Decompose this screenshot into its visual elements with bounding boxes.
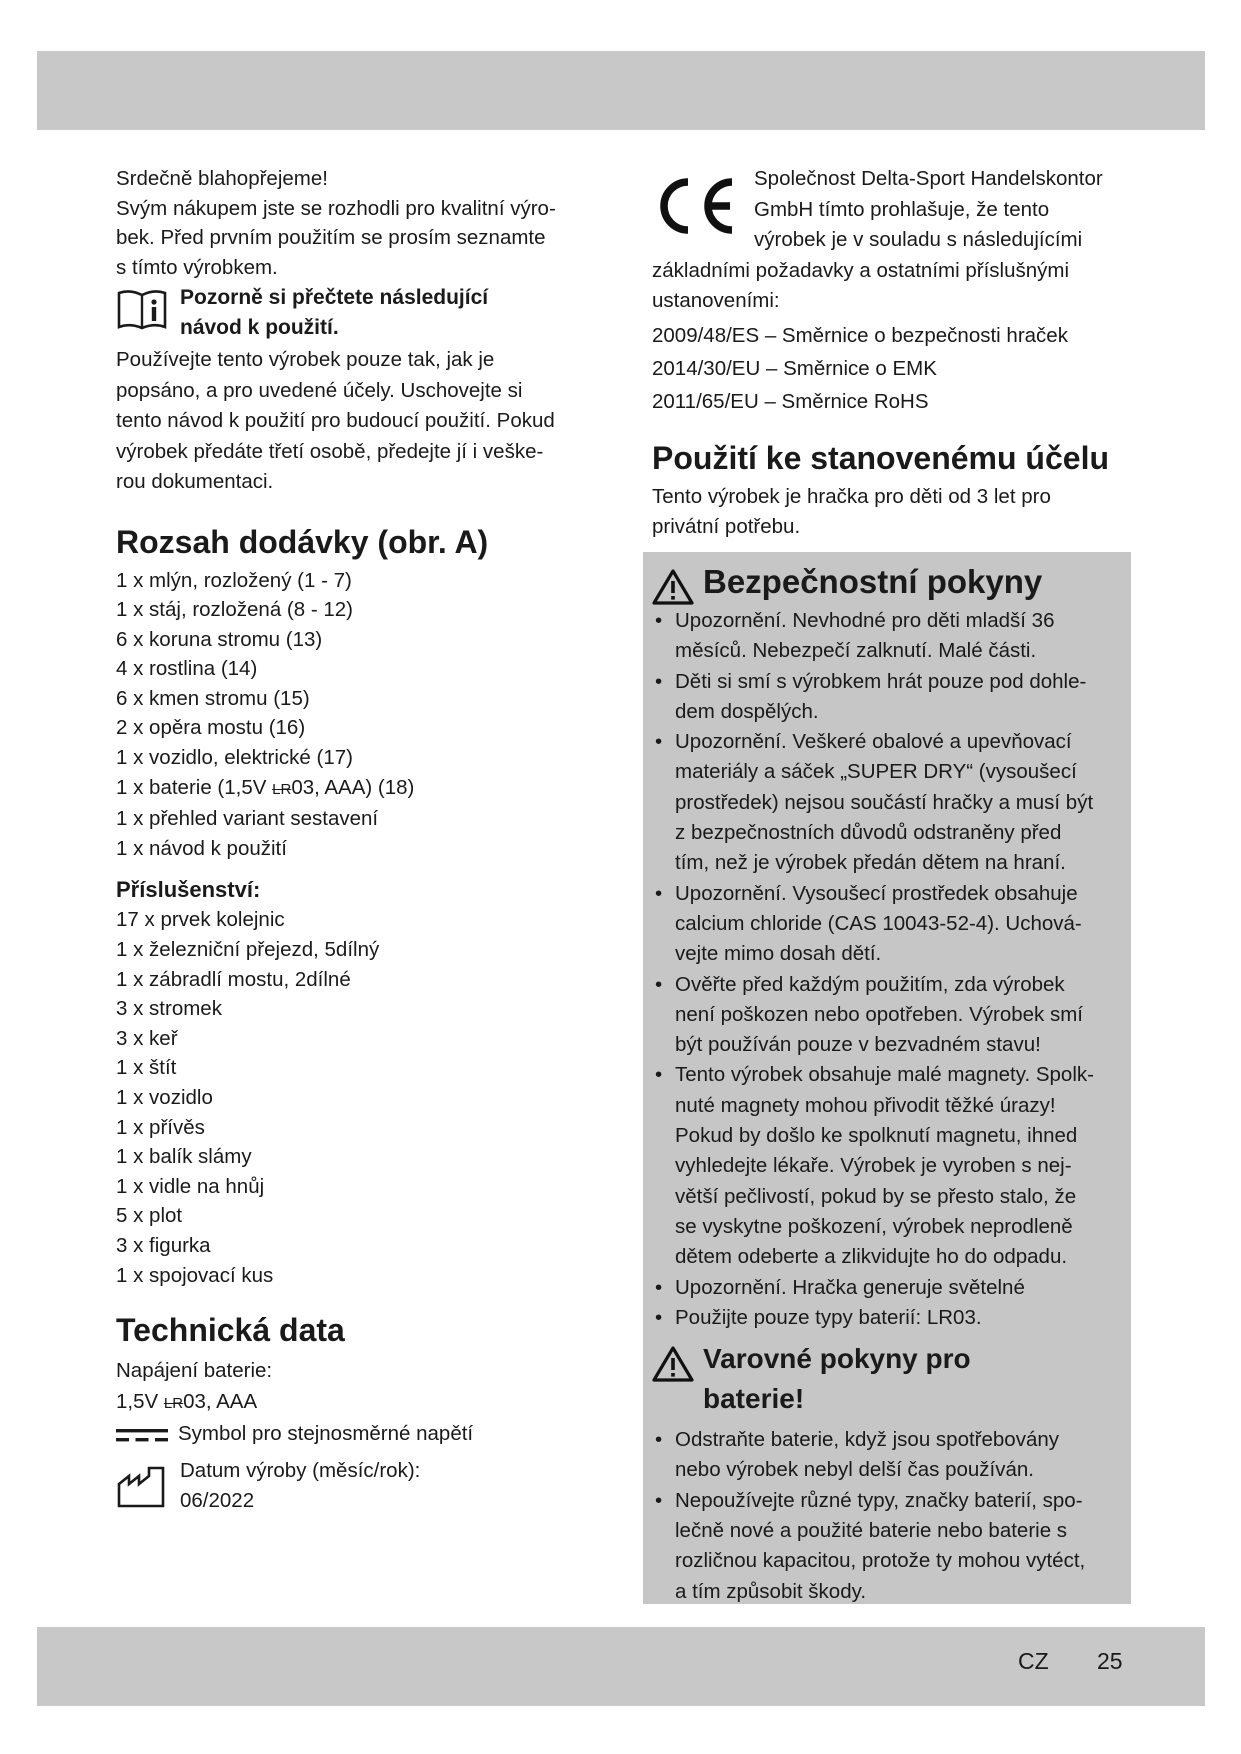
safety-heading-row — [651, 562, 1121, 602]
bullet-line: lečně nové a použité baterie nebo baterie s — [675, 1519, 1068, 1543]
directive-line: 2011/65/EU – Směrnice RoHS — [652, 389, 929, 413]
power-text: 1,5V — [116, 1389, 164, 1413]
usage-line: tento návod k použití pro budoucí použití. Pokud — [116, 409, 555, 432]
intro-line: s tímto výrobkem. — [116, 255, 278, 279]
bullet-line: být používán pouze v bezvadném stavu! — [675, 1033, 1041, 1057]
directive-line: 2014/30/EU – Směrnice o EMK — [652, 356, 937, 380]
tech-heading: Technická data — [116, 1312, 345, 1349]
date-label: Datum výroby (měsíc/rok): — [180, 1458, 421, 1482]
dc-lr-symbol: LR — [163, 1394, 184, 1412]
bullet-line: z bezpečnostních důvodů odstraněny před — [675, 821, 1062, 845]
date-value: 06/2022 — [180, 1489, 255, 1513]
list-item: 1 x balík slámy — [116, 1145, 252, 1169]
manufacture-date-icon — [116, 1464, 168, 1508]
warning-triangle-icon — [651, 1345, 695, 1383]
accessories-heading: Příslušenství: — [116, 877, 261, 903]
bullet-dot: • — [655, 881, 663, 905]
bullet-line: • Děti si smí s výrobkem hrát pouze pod dohle- — [651, 667, 1121, 697]
safety-box-content — [651, 562, 1121, 1607]
battery-warning-heading-row — [651, 1339, 1121, 1419]
intended-use-line: Tento výrobek je hračka pro děti od 3 let pro — [652, 484, 1051, 508]
bullet-line: materiály a sáček „SUPER DRY“ (vysoušecí — [675, 760, 1077, 784]
bullet-line: • Upozornění. Nevhodné pro děti mladší 36 — [651, 606, 1121, 636]
bullet-line: dětem odeberte a zlikvidujte ho do odpadu. — [675, 1245, 1068, 1269]
list-item-battery — [116, 773, 596, 805]
bullet-line: a tím způsobit škody. — [675, 1579, 867, 1603]
bullet-line: • Nepoužívejte různé typy, značky baterií, spo- — [651, 1486, 1121, 1516]
manufacture-date-row — [116, 1456, 596, 1517]
list-item: 1 x přehled variant sestavení — [116, 807, 379, 831]
bullet-line: nebo výrobek nebyl delší čas používán. — [675, 1458, 1034, 1482]
usage-line: popsáno, a pro uvedené účely. Uschovejte si — [116, 378, 523, 402]
bullet-line: prostředek) nejsou součástí hračky a musí být — [675, 790, 1094, 814]
usage-line: výrobek předáte třetí osobě, předejte jí i veške- — [116, 439, 544, 463]
list-item: 1 x železniční přejezd, 5dílný — [116, 938, 380, 962]
bullet-dot: • — [655, 730, 663, 754]
notice-line: Pozorně si přečtete následující — [180, 286, 489, 309]
usage-line: rou dokumentaci. — [116, 470, 274, 493]
right-column — [652, 164, 1132, 543]
bullet-line: • Odstraňte baterie, když jsou spotřebovány — [651, 1425, 1121, 1455]
bullet-line: • Použijte pouze typy baterií: LR03. — [651, 1303, 1121, 1333]
intro-line: Srdečně blahopřejeme! — [116, 167, 328, 190]
bullet-line: se vyskytne poškození, výrobek neprodleně — [675, 1214, 1073, 1238]
list-item: 6 x koruna stromu (13) — [116, 627, 323, 651]
bullet-line: • Ověřte před každým použitím, zda výrobek — [651, 970, 1121, 1000]
list-item: 3 x keř — [116, 1026, 178, 1050]
bullet-line: nuté magnety mohou přivodit těžké úrazy! — [675, 1093, 1056, 1117]
safety-heading: Bezpečnostní pokyny — [703, 563, 1043, 600]
list-item: 2 x opěra mostu (16) — [116, 716, 306, 740]
intended-use-line: privátní potřebu. — [652, 515, 801, 538]
list-item: 1 x stáj, rozložená (8 - 12) — [116, 598, 353, 622]
bullet-dot: • — [655, 669, 663, 693]
scope-heading: Rozsah dodávky (obr. A) — [116, 523, 489, 560]
accessories-list — [116, 905, 596, 1290]
footer-page-number: 25 — [1097, 1648, 1123, 1674]
intended-use-heading: Použití ke stanovenému účelu — [652, 439, 1109, 476]
bullet-line: • Upozornění. Veškeré obalové a upevňovací — [651, 727, 1121, 757]
bullet-line: • Tento výrobek obsahuje malé magnety. Spolk- — [651, 1060, 1121, 1090]
bullet-line: větší pečlivostí, pokud by se přesto stalo, že — [675, 1184, 1077, 1208]
ce-line: základními požadavky a ostatními příslušnými — [652, 258, 1070, 282]
battery-warning-heading: Varovné pokyny pro — [703, 1343, 971, 1375]
bullet-line: tím, než je výrobek předán dětem na hraní. — [675, 851, 1066, 875]
bullet-dot: • — [655, 1063, 663, 1087]
list-item: 1 x přívěs — [116, 1115, 205, 1139]
bullet-dot: • — [655, 1275, 663, 1299]
bullet-dot: • — [655, 1305, 663, 1329]
list-item: 1 x návod k použití — [116, 836, 287, 860]
list-item: 3 x stromek — [116, 997, 222, 1021]
manual-book-icon — [116, 287, 168, 331]
battery-warning-heading: baterie! — [703, 1383, 805, 1415]
power-value — [116, 1387, 596, 1420]
warning-triangle-icon — [651, 568, 695, 606]
list-item: 1 x štít — [116, 1056, 177, 1080]
bullet-dot: • — [655, 1428, 663, 1452]
ce-declaration — [652, 164, 1132, 256]
list-item: 1 x spojovací kus — [116, 1263, 274, 1287]
left-column — [116, 164, 596, 1517]
battery-text: 03, AAA) (18) — [291, 775, 415, 799]
usage-line: Používejte tento výrobek pouze tak, jak je — [116, 348, 495, 371]
ce-line: výrobek je v souladu s následujícími — [754, 228, 1083, 251]
list-item: 1 x zábradlí mostu, 2dílné — [116, 967, 351, 991]
dc-voltage-icon — [116, 1427, 168, 1443]
bullet-line: Pokud by došlo ke spolknutí magnetu, ihned — [675, 1124, 1078, 1148]
list-item: 1 x mlýn, rozložený (1 - 7) — [116, 568, 352, 592]
list-item: 17 x prvek kolejnic — [116, 908, 285, 932]
ce-line: GmbH tímto prohlašuje, že tento — [754, 197, 1050, 221]
bullet-dot: • — [655, 609, 663, 632]
read-manual-notice — [116, 283, 596, 342]
battery-text: 1 x baterie (1,5V — [116, 775, 273, 799]
scope-list — [116, 566, 596, 864]
list-item: 1 x vozidlo, elektrické (17) — [116, 746, 353, 770]
list-item: 6 x kmen stromu (15) — [116, 686, 310, 710]
ce-line: Společnost Delta-Sport Handelskontor — [754, 167, 1103, 190]
power-label: Napájení baterie: — [116, 1359, 273, 1383]
safety-box — [643, 552, 1131, 1604]
directive-line: 2009/48/ES – Směrnice o bezpečnosti hraček — [652, 323, 1068, 347]
bullet-dot: • — [655, 1488, 663, 1512]
bullet-dot: • — [655, 972, 663, 996]
bullet-line: dem dospělých. — [675, 699, 819, 723]
ce-mark-icon — [652, 176, 736, 236]
bullet-line: vyhledejte lékaře. Výrobek je vyroben s nej- — [675, 1154, 1072, 1178]
list-item: 1 x vozidlo — [116, 1086, 213, 1109]
intro-line: Svým nákupem jste se rozhodli pro kvalitní výro- — [116, 196, 556, 220]
bullet-line: • Upozornění. Hračka generuje světelné — [651, 1273, 1121, 1303]
safety-list — [651, 606, 1121, 1333]
bullet-line: • Upozornění. Vysoušecí prostředek obsahuje — [651, 879, 1121, 909]
battery-warning-list — [651, 1425, 1121, 1607]
list-item: 5 x plot — [116, 1204, 183, 1228]
footer-language: CZ — [1018, 1648, 1049, 1674]
list-item: 4 x rostlina (14) — [116, 657, 258, 681]
header-band — [37, 51, 1205, 130]
bullet-line: calcium chloride (CAS 10043-52-4). Uchová- — [675, 911, 1082, 935]
intro-line: bek. Před prvním použitím se prosím seznamte — [116, 226, 546, 249]
bullet-line: vejte mimo dosah dětí. — [675, 942, 882, 966]
power-text: 03, AAA — [183, 1389, 258, 1413]
list-item: 3 x figurka — [116, 1233, 211, 1257]
bullet-line: rozličnou kapacitou, protože ty mohou vytéct, — [675, 1549, 1086, 1573]
bullet-line: měsíců. Nebezpečí zalknutí. Malé části. — [675, 639, 1037, 663]
list-item: 1 x vidle na hnůj — [116, 1174, 265, 1198]
ce-line: ustanoveními: — [652, 289, 780, 312]
notice-line: návod k použití. — [180, 315, 339, 339]
bullet-line: není poškozen nebo opotřeben. Výrobek smí — [675, 1002, 1083, 1026]
dc-symbol-text: Symbol pro stejnosměrné napětí — [178, 1422, 474, 1446]
dc-symbol-row — [116, 1419, 596, 1450]
dc-lr-symbol: LR — [272, 780, 292, 798]
